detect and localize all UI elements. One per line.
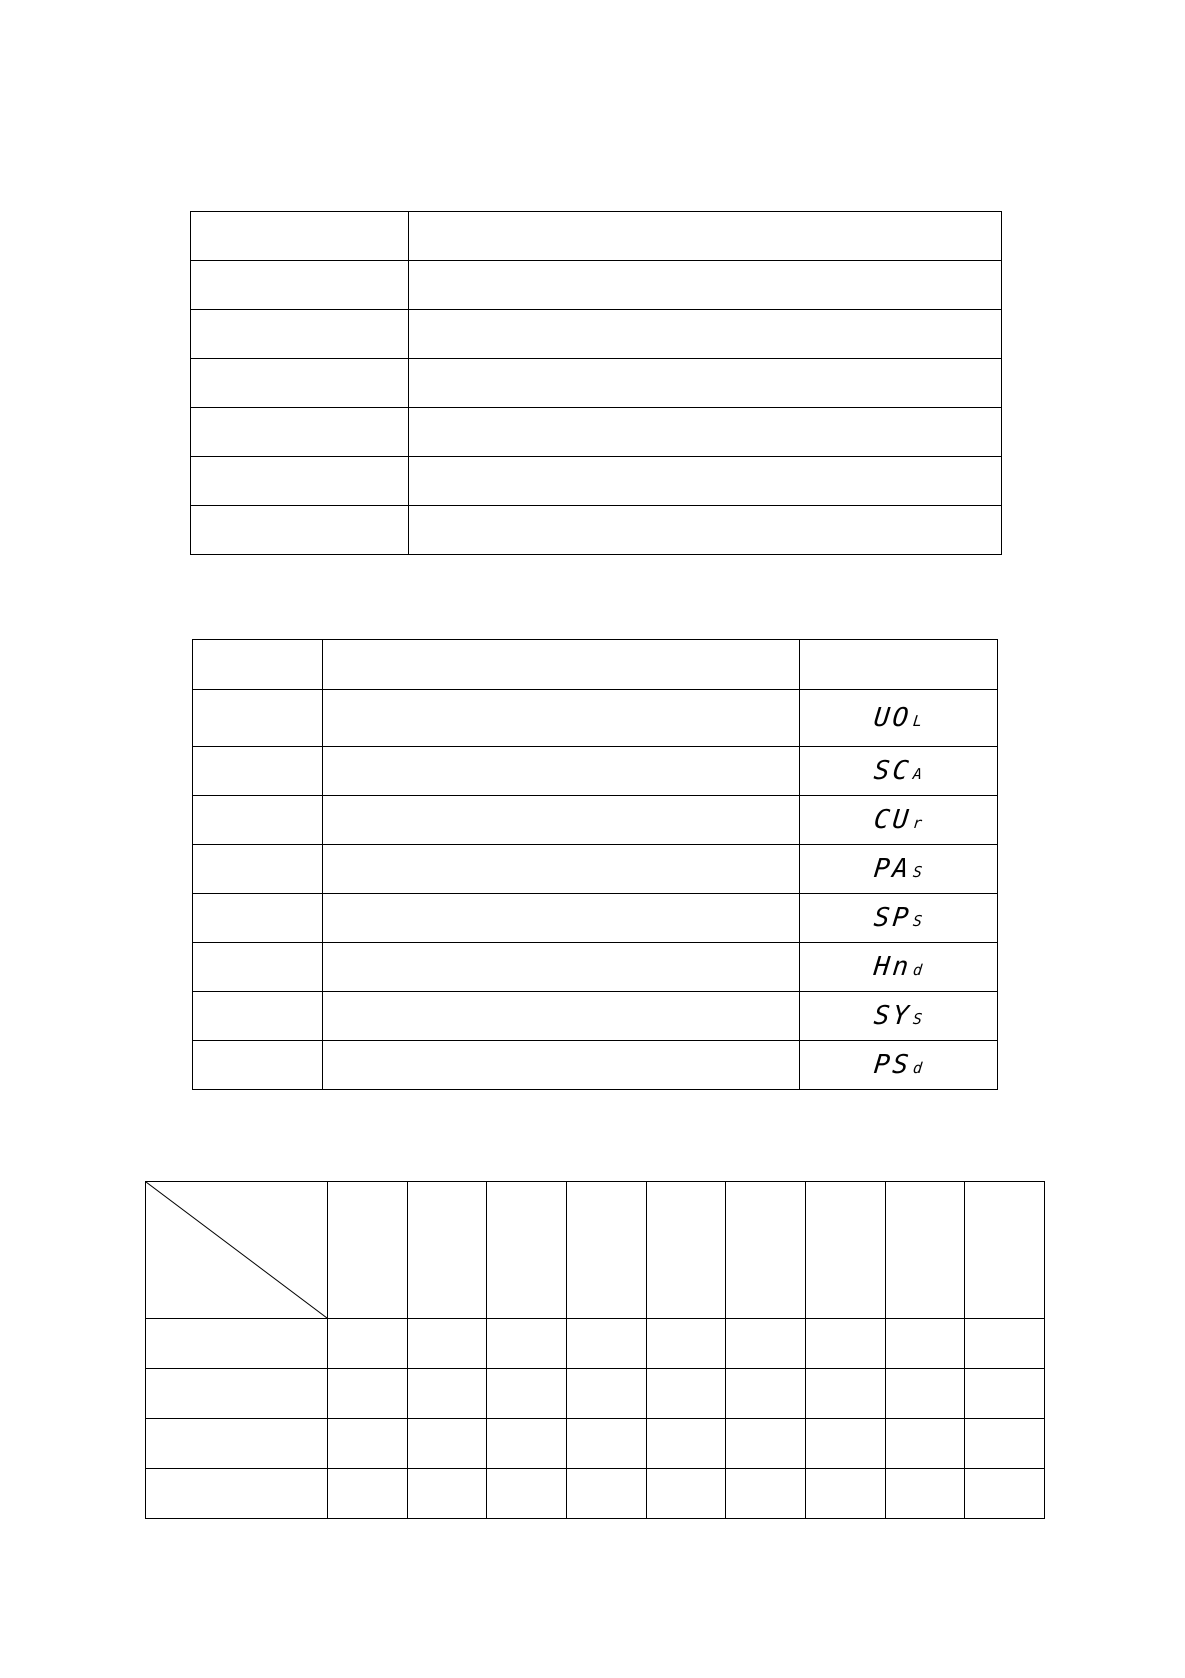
- table-2: [192, 639, 998, 1090]
- table-cell: [409, 408, 1002, 457]
- table-row: [146, 1319, 1045, 1369]
- lcd-code-sub: A: [912, 765, 924, 783]
- lcd-code-cell: [800, 845, 998, 894]
- table-cell: [323, 1041, 800, 1090]
- table-cell: [193, 796, 323, 845]
- table-3: [145, 1181, 1045, 1519]
- table-cell: [146, 1369, 328, 1419]
- table-cell: [805, 1469, 885, 1519]
- table-cell: [323, 992, 800, 1041]
- table-cell: [146, 1319, 328, 1369]
- table-cell: [885, 1319, 965, 1369]
- table-row: [193, 845, 998, 894]
- table-cell: [191, 408, 409, 457]
- table-row: [191, 261, 1002, 310]
- lcd-code-cell: [800, 690, 998, 747]
- table-cell: [328, 1419, 408, 1469]
- table-cell: [646, 1319, 726, 1369]
- lcd-code-main: UO: [872, 703, 914, 733]
- table-cell: [566, 1469, 646, 1519]
- lcd-code: [873, 954, 924, 980]
- table-cell: [409, 261, 1002, 310]
- table-cell: [965, 1182, 1045, 1319]
- lcd-code-sub: S: [912, 863, 924, 881]
- table-cell: [193, 992, 323, 1041]
- table-row: [193, 796, 998, 845]
- lcd-code-cell: [800, 992, 998, 1041]
- table-cell: [191, 506, 409, 555]
- table-cell: [323, 690, 800, 747]
- table-cell: [487, 1419, 567, 1469]
- table-cell: [800, 640, 998, 690]
- table-row: [193, 747, 998, 796]
- table-cell: [323, 796, 800, 845]
- lcd-code: [873, 705, 924, 731]
- lcd-code-sub: r: [912, 814, 924, 832]
- lcd-code-cell: [800, 1041, 998, 1090]
- table-row: [146, 1369, 1045, 1419]
- table-cell: [193, 1041, 323, 1090]
- table-header-row: [146, 1182, 1045, 1319]
- table-cell: [328, 1369, 408, 1419]
- table-row: [193, 894, 998, 943]
- lcd-code-sub: d: [912, 961, 924, 979]
- table-cell: [409, 359, 1002, 408]
- lcd-code-main: PA: [872, 854, 914, 884]
- table-header-row: [193, 640, 998, 690]
- table-cell: [407, 1182, 487, 1319]
- table-cell: [191, 457, 409, 506]
- lcd-code-main: PS: [872, 1050, 914, 1080]
- table-1: [190, 211, 1002, 555]
- table-cell: [409, 457, 1002, 506]
- table-row: [191, 310, 1002, 359]
- table-cell: [487, 1469, 567, 1519]
- table-row: [193, 943, 998, 992]
- table-cell: [407, 1369, 487, 1419]
- table-cell: [805, 1419, 885, 1469]
- lcd-code-main: Hn: [872, 952, 914, 982]
- table-cell: [193, 640, 323, 690]
- table-cell: [323, 747, 800, 796]
- table-cell: [885, 1182, 965, 1319]
- table-row: [191, 457, 1002, 506]
- table-row: [191, 506, 1002, 555]
- table-cell: [885, 1469, 965, 1519]
- table-cell: [726, 1319, 806, 1369]
- lcd-code-sub: S: [912, 912, 924, 930]
- table-cell: [191, 212, 409, 261]
- lcd-code-cell: [800, 747, 998, 796]
- table-cell: [323, 845, 800, 894]
- table-row: [191, 408, 1002, 457]
- table-cell: [328, 1469, 408, 1519]
- table-cell: [726, 1419, 806, 1469]
- table-cell: [566, 1182, 646, 1319]
- table-cell: [646, 1369, 726, 1419]
- table-cell: [646, 1182, 726, 1319]
- table-row: [146, 1419, 1045, 1469]
- table-cell: [191, 359, 409, 408]
- table-cell: [487, 1182, 567, 1319]
- table-cell: [726, 1369, 806, 1419]
- lcd-code-main: SC: [872, 756, 914, 786]
- lcd-code-cell: [800, 894, 998, 943]
- table-cell: [193, 894, 323, 943]
- lcd-code: [873, 1052, 924, 1078]
- table-cell: [965, 1369, 1045, 1419]
- table-cell: [328, 1182, 408, 1319]
- table-cell: [193, 747, 323, 796]
- lcd-code: [873, 1003, 924, 1029]
- table-cell: [193, 690, 323, 747]
- table-cell: [191, 261, 409, 310]
- lcd-code-sub: d: [912, 1059, 924, 1077]
- lcd-code-cell: [800, 943, 998, 992]
- lcd-code: [873, 856, 924, 882]
- table-cell: [726, 1182, 806, 1319]
- table-cell: [193, 943, 323, 992]
- lcd-code: [873, 758, 924, 784]
- lcd-code-sub: L: [912, 712, 924, 730]
- table-cell: [487, 1369, 567, 1419]
- diagonal-line: [146, 1182, 327, 1318]
- table-cell: [407, 1469, 487, 1519]
- table-cell: [885, 1369, 965, 1419]
- table-cell: [323, 894, 800, 943]
- table-cell: [965, 1319, 1045, 1369]
- table-row: [191, 212, 1002, 261]
- table-cell: [566, 1369, 646, 1419]
- table-cell: [191, 310, 409, 359]
- table-cell: [409, 310, 1002, 359]
- table-row: [146, 1469, 1045, 1519]
- lcd-code-main: SP: [872, 903, 914, 933]
- lcd-code-main: SY: [872, 1001, 914, 1031]
- table-cell: [323, 943, 800, 992]
- table-cell: [407, 1319, 487, 1369]
- table-cell: [965, 1469, 1045, 1519]
- table-cell: [566, 1419, 646, 1469]
- table-cell: [409, 506, 1002, 555]
- table-row: [193, 1041, 998, 1090]
- table-cell: [146, 1469, 328, 1519]
- lcd-code-sub: S: [912, 1010, 924, 1028]
- table-cell: [407, 1419, 487, 1469]
- table-cell: [805, 1319, 885, 1369]
- table-cell: [805, 1182, 885, 1319]
- table-cell: [646, 1469, 726, 1519]
- table-row: [193, 992, 998, 1041]
- lcd-code: [873, 807, 924, 833]
- table-cell: [409, 212, 1002, 261]
- table-cell: [323, 640, 800, 690]
- table-cell: [965, 1419, 1045, 1469]
- lcd-code-main: CU: [872, 805, 914, 835]
- lcd-code: [873, 905, 924, 931]
- table-cell: [566, 1319, 646, 1369]
- table-cell: [193, 845, 323, 894]
- table-row: [193, 690, 998, 747]
- diagonal-header-cell: [146, 1182, 328, 1319]
- table-cell: [328, 1319, 408, 1369]
- table-cell: [646, 1419, 726, 1469]
- lcd-code-cell: [800, 796, 998, 845]
- table-cell: [805, 1369, 885, 1419]
- table-row: [191, 359, 1002, 408]
- table-cell: [885, 1419, 965, 1469]
- table-cell: [726, 1469, 806, 1519]
- table-cell: [146, 1419, 328, 1469]
- table-cell: [487, 1319, 567, 1369]
